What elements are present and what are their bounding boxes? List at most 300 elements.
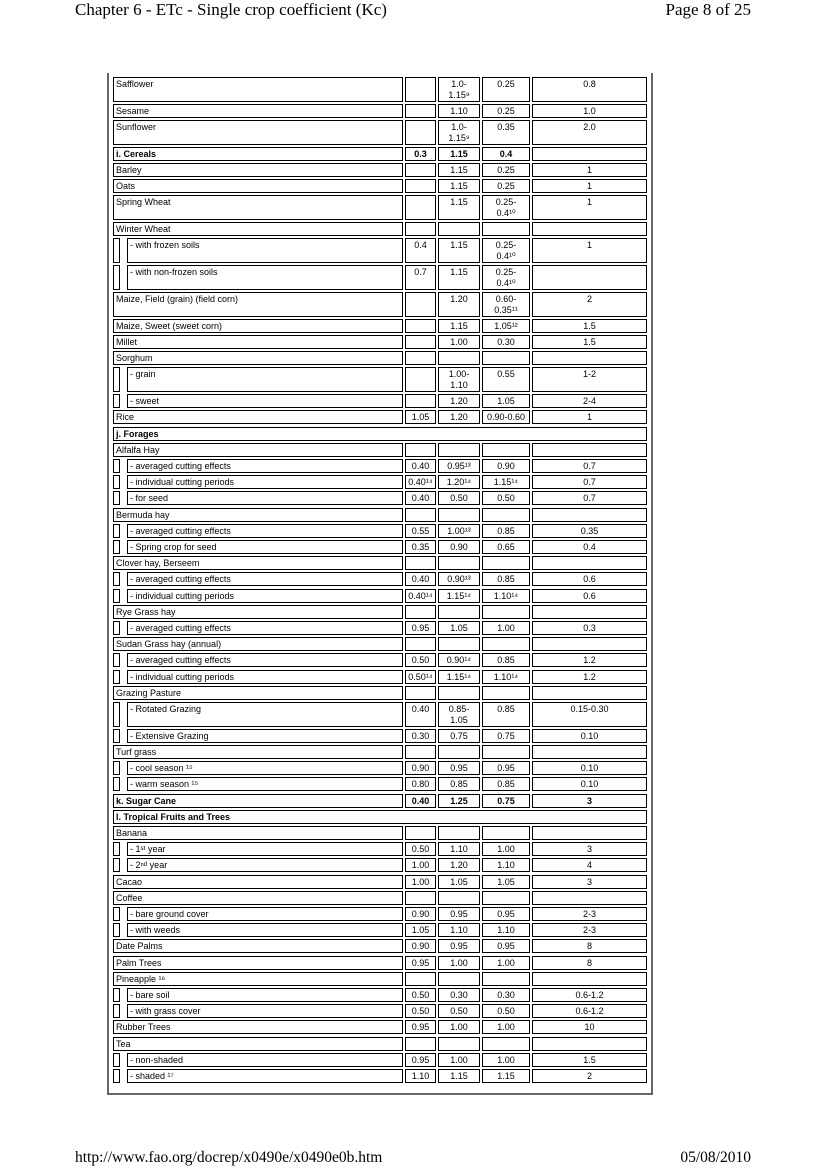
- value-cell-c1: [405, 335, 436, 349]
- value-cell-c2: 1.10: [438, 842, 480, 856]
- value-cell-c2: 1.15¹⁴: [438, 589, 480, 603]
- value-cell-c2: 0.90: [438, 540, 480, 554]
- crop-name-cell: Winter Wheat: [113, 222, 403, 236]
- value-cell-c1: 0.80: [405, 777, 436, 791]
- value-cell-c1: 0.40: [405, 702, 436, 727]
- indent-marker: [113, 589, 120, 603]
- indent-marker: [113, 238, 120, 263]
- value-cell-c1: [405, 556, 436, 570]
- value-cell-c3: 0.25- 0.4¹⁰: [482, 265, 530, 290]
- value-cell-c1: [405, 292, 436, 317]
- crop-name-cell: k. Sugar Cane: [113, 794, 403, 808]
- value-cell-c1: [405, 104, 436, 118]
- crop-name-cell: Maize, Field (grain) (field corn): [113, 292, 403, 317]
- value-cell-c3: 0.85: [482, 653, 530, 667]
- value-cell-c4: [532, 745, 647, 759]
- value-cell-c1: [405, 826, 436, 840]
- value-cell-c2: 1.10: [438, 104, 480, 118]
- value-cell-c2: [438, 508, 480, 522]
- crop-name-cell: - with non-frozen soils: [127, 265, 403, 290]
- value-cell-c4: 1.2: [532, 653, 647, 667]
- value-cell-c2: 1.00- 1.10: [438, 367, 480, 392]
- crop-name-cell: - sweet: [127, 394, 403, 408]
- value-cell-c2: 0.30: [438, 988, 480, 1002]
- value-cell-c1: [405, 367, 436, 392]
- crop-name-cell: Safflower: [113, 77, 403, 102]
- crop-name-cell: - with weeds: [127, 923, 403, 937]
- value-cell-c2: 1.15: [438, 238, 480, 263]
- value-cell-c4: 1: [532, 163, 647, 177]
- value-cell-c1: 0.35: [405, 540, 436, 554]
- value-cell-c2: [438, 605, 480, 619]
- value-cell-c3: [482, 1037, 530, 1051]
- value-cell-c1: [405, 637, 436, 651]
- crop-name-cell: Sudan Grass hay (annual): [113, 637, 403, 651]
- crop-name-cell: - Rotated Grazing: [127, 702, 403, 727]
- value-cell-c4: [532, 222, 647, 236]
- value-cell-c3: [482, 891, 530, 905]
- value-cell-c3: 0.35: [482, 120, 530, 145]
- crop-name-cell: - Extensive Grazing: [127, 729, 403, 743]
- value-cell-c2: 0.85- 1.05: [438, 702, 480, 727]
- value-cell-c2: 0.95: [438, 939, 480, 953]
- crop-name-cell: Barley: [113, 163, 403, 177]
- indent-marker: [113, 923, 120, 937]
- value-cell-c1: 0.40¹⁴: [405, 589, 436, 603]
- value-cell-c3: [482, 222, 530, 236]
- value-cell-c2: 1.20: [438, 394, 480, 408]
- value-cell-c3: 1.10: [482, 858, 530, 872]
- crop-name-cell: Tea: [113, 1037, 403, 1051]
- crop-coefficient-table: [107, 73, 653, 1095]
- crop-name-cell: Cacao: [113, 875, 403, 889]
- value-cell-c3: 1.00: [482, 842, 530, 856]
- value-cell-c4: 2-3: [532, 907, 647, 921]
- value-cell-c3: 1.00: [482, 956, 530, 970]
- crop-name-cell: - shaded ¹⁷: [127, 1069, 403, 1083]
- value-cell-c4: [532, 605, 647, 619]
- value-cell-c3: 0.50: [482, 491, 530, 505]
- crop-name-cell: Bermuda hay: [113, 508, 403, 522]
- value-cell-c3: 0.4: [482, 147, 530, 161]
- value-cell-c2: 0.95¹³: [438, 459, 480, 473]
- value-cell-c4: 1: [532, 179, 647, 193]
- value-cell-c4: 0.7: [532, 491, 647, 505]
- value-cell-c1: [405, 972, 436, 986]
- indent-marker: [113, 702, 120, 727]
- value-cell-c3: 0.65: [482, 540, 530, 554]
- value-cell-c2: 1.00: [438, 335, 480, 349]
- value-cell-c2: 1.15: [438, 163, 480, 177]
- value-cell-c1: [405, 605, 436, 619]
- value-cell-c3: 0.95: [482, 761, 530, 775]
- crop-name-cell: - averaged cutting effects: [127, 572, 403, 586]
- value-cell-c4: [532, 147, 647, 161]
- value-cell-c2: 1.00¹³: [438, 524, 480, 538]
- value-cell-c4: 0.6: [532, 589, 647, 603]
- value-cell-c3: 0.55: [482, 367, 530, 392]
- indent-marker: [113, 475, 120, 489]
- value-cell-c3: [482, 443, 530, 457]
- value-cell-c2: 1.15: [438, 147, 480, 161]
- value-cell-c2: 0.50: [438, 491, 480, 505]
- value-cell-c4: 1.0: [532, 104, 647, 118]
- value-cell-c3: 0.85: [482, 777, 530, 791]
- value-cell-c1: [405, 77, 436, 102]
- indent-marker: [113, 572, 120, 586]
- crop-name-cell: - cool season ¹⁵: [127, 761, 403, 775]
- page-number: Page 8 of 25: [665, 0, 751, 19]
- value-cell-c2: 1.20: [438, 858, 480, 872]
- indent-marker: [113, 988, 120, 1002]
- value-cell-c2: 0.95: [438, 907, 480, 921]
- value-cell-c3: 0.85: [482, 524, 530, 538]
- value-cell-c2: 0.85: [438, 777, 480, 791]
- value-cell-c4: [532, 826, 647, 840]
- crop-name-cell: Clover hay, Berseem: [113, 556, 403, 570]
- value-cell-c2: 1.0- 1.15⁹: [438, 120, 480, 145]
- value-cell-c3: 1.05¹²: [482, 319, 530, 333]
- value-cell-c4: 0.35: [532, 524, 647, 538]
- value-cell-c1: 0.40: [405, 459, 436, 473]
- indent-marker: [113, 858, 120, 872]
- value-cell-c4: 1-2: [532, 367, 647, 392]
- value-cell-c4: [532, 637, 647, 651]
- value-cell-c1: 0.40: [405, 572, 436, 586]
- value-cell-c3: [482, 686, 530, 700]
- value-cell-c4: [532, 1037, 647, 1051]
- value-cell-c2: 1.15: [438, 179, 480, 193]
- value-cell-c1: [405, 195, 436, 220]
- value-cell-c1: 0.30: [405, 729, 436, 743]
- value-cell-c4: 0.6-1.2: [532, 1004, 647, 1018]
- indent-marker: [113, 670, 120, 684]
- value-cell-c2: 0.95: [438, 761, 480, 775]
- value-cell-c3: 0.30: [482, 335, 530, 349]
- crop-name-cell: - non-shaded: [127, 1053, 403, 1067]
- value-cell-c1: 0.50¹⁴: [405, 670, 436, 684]
- value-cell-c1: [405, 179, 436, 193]
- value-cell-c2: [438, 826, 480, 840]
- indent-marker: [113, 842, 120, 856]
- value-cell-c3: 0.25- 0.4¹⁰: [482, 195, 530, 220]
- value-cell-c2: [438, 351, 480, 365]
- crop-name-cell: i. Cereals: [113, 147, 403, 161]
- indent-marker: [113, 367, 120, 392]
- value-cell-c1: [405, 163, 436, 177]
- indent-marker: [113, 777, 120, 791]
- indent-marker: [113, 1053, 120, 1067]
- crop-name-cell: - individual cutting periods: [127, 589, 403, 603]
- value-cell-c4: 2-3: [532, 923, 647, 937]
- indent-marker: [113, 621, 120, 635]
- indent-marker: [113, 459, 120, 473]
- indent-marker: [113, 265, 120, 290]
- crop-name-cell: Millet: [113, 335, 403, 349]
- value-cell-c1: 0.50: [405, 842, 436, 856]
- crop-name-cell: Date Palms: [113, 939, 403, 953]
- value-cell-c1: 1.05: [405, 410, 436, 424]
- crop-name-cell: - individual cutting periods: [127, 475, 403, 489]
- crop-name-cell: Palm Trees: [113, 956, 403, 970]
- value-cell-c2: 1.20: [438, 410, 480, 424]
- value-cell-c1: [405, 686, 436, 700]
- value-cell-c3: 1.05: [482, 394, 530, 408]
- crop-name-cell: Turf grass: [113, 745, 403, 759]
- value-cell-c3: 0.25: [482, 163, 530, 177]
- crop-name-cell: Oats: [113, 179, 403, 193]
- value-cell-c3: 0.90-0.60: [482, 410, 530, 424]
- crop-name-cell: - grain: [127, 367, 403, 392]
- value-cell-c3: 0.60- 0.35¹¹: [482, 292, 530, 317]
- indent-marker: [113, 729, 120, 743]
- value-cell-c3: 0.95: [482, 939, 530, 953]
- value-cell-c1: 0.95: [405, 1053, 436, 1067]
- crop-name-cell: Sorghum: [113, 351, 403, 365]
- value-cell-c4: 0.10: [532, 761, 647, 775]
- crop-name-cell: Sesame: [113, 104, 403, 118]
- value-cell-c4: [532, 891, 647, 905]
- crop-name-cell: Rubber Trees: [113, 1020, 403, 1034]
- crop-name-cell: Spring Wheat: [113, 195, 403, 220]
- value-cell-c4: [532, 265, 647, 290]
- value-cell-c4: 3: [532, 875, 647, 889]
- crop-name-cell: - with grass cover: [127, 1004, 403, 1018]
- value-cell-c3: [482, 826, 530, 840]
- value-cell-c3: 1.10: [482, 923, 530, 937]
- value-cell-c2: 1.15: [438, 319, 480, 333]
- value-cell-c1: 0.3: [405, 147, 436, 161]
- value-cell-c3: 0.90: [482, 459, 530, 473]
- crop-name-cell: - warm season ¹⁵: [127, 777, 403, 791]
- value-cell-c2: 1.15: [438, 195, 480, 220]
- value-cell-c1: [405, 745, 436, 759]
- value-cell-c3: [482, 745, 530, 759]
- value-cell-c4: 2-4: [532, 394, 647, 408]
- value-cell-c4: 4: [532, 858, 647, 872]
- value-cell-c4: 1: [532, 410, 647, 424]
- value-cell-c4: [532, 508, 647, 522]
- crop-name-cell: Sunflower: [113, 120, 403, 145]
- value-cell-c2: 1.00: [438, 956, 480, 970]
- value-cell-c3: 0.75: [482, 794, 530, 808]
- crop-name-cell: - 2ⁿᵈ year: [127, 858, 403, 872]
- indent-marker: [113, 1004, 120, 1018]
- value-cell-c3: 1.15: [482, 1069, 530, 1083]
- value-cell-c2: 1.05: [438, 875, 480, 889]
- value-cell-c4: 0.4: [532, 540, 647, 554]
- value-cell-c2: 1.10: [438, 923, 480, 937]
- indent-marker: [113, 1069, 120, 1083]
- value-cell-c1: 0.90: [405, 939, 436, 953]
- crop-name-cell: - individual cutting periods: [127, 670, 403, 684]
- page-url: http://www.fao.org/docrep/x0490e/x0490e0b.htm: [75, 1149, 383, 1166]
- value-cell-c3: 0.25: [482, 179, 530, 193]
- value-cell-c4: 1.2: [532, 670, 647, 684]
- value-cell-c2: 1.25: [438, 794, 480, 808]
- value-cell-c3: [482, 972, 530, 986]
- value-cell-c4: 0.8: [532, 77, 647, 102]
- value-cell-c1: 0.90: [405, 761, 436, 775]
- value-cell-c2: 0.75: [438, 729, 480, 743]
- value-cell-c4: 1.5: [532, 1053, 647, 1067]
- crop-name-cell: Rice: [113, 410, 403, 424]
- value-cell-c4: 3: [532, 842, 647, 856]
- value-cell-c4: 0.3: [532, 621, 647, 635]
- value-cell-c1: 0.7: [405, 265, 436, 290]
- value-cell-c4: [532, 556, 647, 570]
- crop-name-cell: Coffee: [113, 891, 403, 905]
- crop-name-cell: - averaged cutting effects: [127, 653, 403, 667]
- value-cell-c3: 1.05: [482, 875, 530, 889]
- indent-marker: [113, 491, 120, 505]
- value-cell-c4: 2: [532, 292, 647, 317]
- crop-name-cell: Rye Grass hay: [113, 605, 403, 619]
- crop-name-cell: - bare ground cover: [127, 907, 403, 921]
- crop-name-cell: - with frozen soils: [127, 238, 403, 263]
- crop-name-cell: j. Forages: [113, 427, 647, 441]
- value-cell-c4: 8: [532, 956, 647, 970]
- value-cell-c2: 1.15: [438, 1069, 480, 1083]
- value-cell-c1: [405, 319, 436, 333]
- value-cell-c1: 0.95: [405, 621, 436, 635]
- value-cell-c2: 1.00: [438, 1020, 480, 1034]
- crop-name-cell: - averaged cutting effects: [127, 459, 403, 473]
- value-cell-c3: 0.85: [482, 572, 530, 586]
- value-cell-c1: [405, 222, 436, 236]
- value-cell-c1: 0.90: [405, 907, 436, 921]
- crop-name-cell: - 1ˢᵗ year: [127, 842, 403, 856]
- value-cell-c2: [438, 745, 480, 759]
- value-cell-c1: [405, 443, 436, 457]
- value-cell-c2: [438, 556, 480, 570]
- value-cell-c1: 0.55: [405, 524, 436, 538]
- value-cell-c1: 1.10: [405, 1069, 436, 1083]
- value-cell-c4: [532, 443, 647, 457]
- crop-name-cell: - for seed: [127, 491, 403, 505]
- value-cell-c4: 0.15-0.30: [532, 702, 647, 727]
- value-cell-c4: [532, 686, 647, 700]
- value-cell-c2: [438, 1037, 480, 1051]
- value-cell-c2: [438, 222, 480, 236]
- value-cell-c3: [482, 508, 530, 522]
- crop-name-cell: - Spring crop for seed: [127, 540, 403, 554]
- value-cell-c4: 1.5: [532, 335, 647, 349]
- value-cell-c1: 0.40: [405, 491, 436, 505]
- value-cell-c2: 0.90¹³: [438, 572, 480, 586]
- value-cell-c1: [405, 891, 436, 905]
- value-cell-c4: 0.10: [532, 729, 647, 743]
- value-cell-c4: 8: [532, 939, 647, 953]
- crop-name-cell: - bare soil: [127, 988, 403, 1002]
- value-cell-c3: 0.85: [482, 702, 530, 727]
- value-cell-c3: [482, 637, 530, 651]
- crop-name-cell: Banana: [113, 826, 403, 840]
- indent-marker: [113, 540, 120, 554]
- value-cell-c2: 1.20¹⁴: [438, 475, 480, 489]
- value-cell-c1: 0.50: [405, 988, 436, 1002]
- value-cell-c3: 1.10¹⁴: [482, 589, 530, 603]
- page-header-title: Chapter 6 - ETc - Single crop coefficient (Kc): [75, 0, 387, 19]
- value-cell-c1: 0.95: [405, 956, 436, 970]
- indent-marker: [113, 907, 120, 921]
- value-cell-c2: [438, 891, 480, 905]
- value-cell-c3: 0.25: [482, 77, 530, 102]
- value-cell-c4: 3: [532, 794, 647, 808]
- value-cell-c1: 0.50: [405, 1004, 436, 1018]
- value-cell-c4: 0.6: [532, 572, 647, 586]
- value-cell-c3: 0.95: [482, 907, 530, 921]
- value-cell-c1: [405, 351, 436, 365]
- value-cell-c2: [438, 972, 480, 986]
- value-cell-c1: 0.40¹⁴: [405, 475, 436, 489]
- value-cell-c1: 0.95: [405, 1020, 436, 1034]
- value-cell-c1: [405, 508, 436, 522]
- value-cell-c1: [405, 394, 436, 408]
- indent-marker: [113, 524, 120, 538]
- value-cell-c3: 0.30: [482, 988, 530, 1002]
- value-cell-c2: 1.00: [438, 1053, 480, 1067]
- value-cell-c4: 1: [532, 195, 647, 220]
- value-cell-c3: 1.10¹⁴: [482, 670, 530, 684]
- value-cell-c4: 1.5: [532, 319, 647, 333]
- value-cell-c1: [405, 1037, 436, 1051]
- value-cell-c4: 0.6-1.2: [532, 988, 647, 1002]
- value-cell-c3: 0.25: [482, 104, 530, 118]
- value-cell-c3: 0.50: [482, 1004, 530, 1018]
- value-cell-c2: 1.0- 1.15⁹: [438, 77, 480, 102]
- page-date: 05/08/2010: [680, 1149, 751, 1166]
- crop-name-cell: Grazing Pasture: [113, 686, 403, 700]
- value-cell-c3: 1.15¹⁴: [482, 475, 530, 489]
- indent-marker: [113, 394, 120, 408]
- value-cell-c4: 0.10: [532, 777, 647, 791]
- crop-name-cell: Maize, Sweet (sweet corn): [113, 319, 403, 333]
- value-cell-c2: [438, 686, 480, 700]
- indent-marker: [113, 761, 120, 775]
- value-cell-c4: 2: [532, 1069, 647, 1083]
- value-cell-c1: 1.00: [405, 875, 436, 889]
- value-cell-c4: 1: [532, 238, 647, 263]
- value-cell-c1: [405, 120, 436, 145]
- value-cell-c3: 1.00: [482, 1053, 530, 1067]
- value-cell-c2: 1.20: [438, 292, 480, 317]
- value-cell-c4: 10: [532, 1020, 647, 1034]
- value-cell-c2: 1.15: [438, 265, 480, 290]
- value-cell-c3: 0.75: [482, 729, 530, 743]
- value-cell-c1: 0.4: [405, 238, 436, 263]
- value-cell-c2: 1.15¹⁴: [438, 670, 480, 684]
- value-cell-c3: [482, 605, 530, 619]
- value-cell-c4: 2.0: [532, 120, 647, 145]
- indent-marker: [113, 653, 120, 667]
- value-cell-c2: [438, 443, 480, 457]
- value-cell-c4: [532, 972, 647, 986]
- crop-name-cell: - averaged cutting effects: [127, 524, 403, 538]
- crop-name-cell: Pineapple ¹⁶: [113, 972, 403, 986]
- value-cell-c1: 0.40: [405, 794, 436, 808]
- value-cell-c4: 0.7: [532, 475, 647, 489]
- value-cell-c3: [482, 556, 530, 570]
- value-cell-c1: 1.05: [405, 923, 436, 937]
- crop-name-cell: l. Tropical Fruits and Trees: [113, 810, 647, 824]
- value-cell-c2: 0.50: [438, 1004, 480, 1018]
- value-cell-c2: 1.05: [438, 621, 480, 635]
- value-cell-c3: 1.00: [482, 1020, 530, 1034]
- value-cell-c4: [532, 351, 647, 365]
- value-cell-c2: [438, 637, 480, 651]
- value-cell-c1: 0.50: [405, 653, 436, 667]
